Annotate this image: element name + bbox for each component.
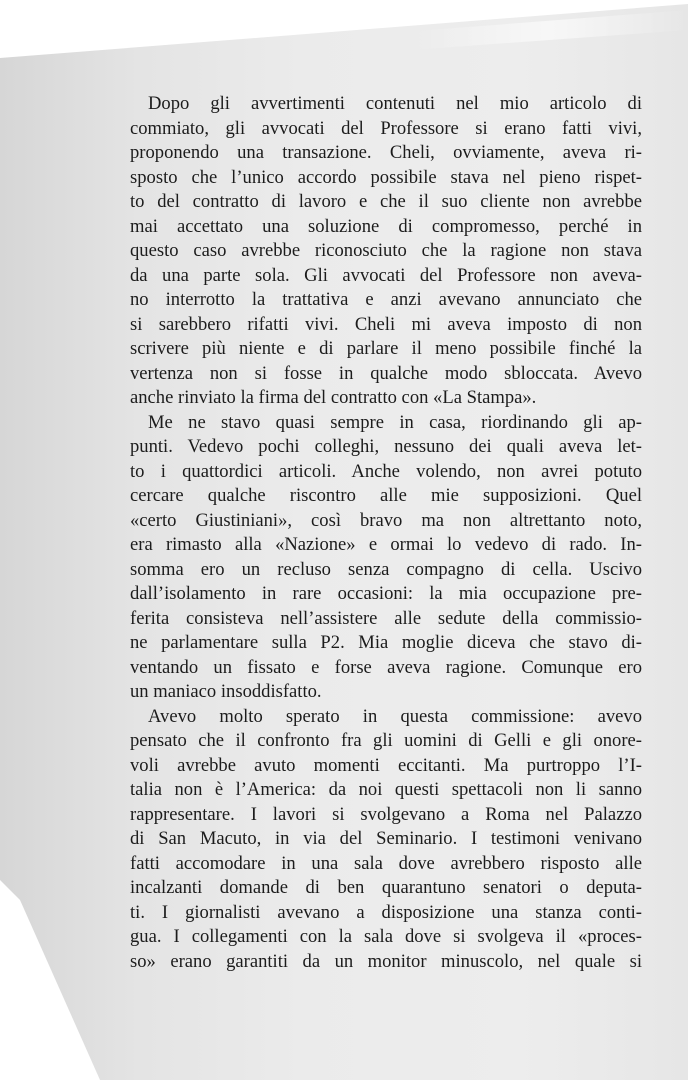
text-line: fatti accomodare in una sala dove avrebbero risposto alle: [130, 852, 642, 874]
text-line: «certo Giustiniani», così bravo ma non altrettanto noto,: [130, 509, 642, 531]
text-line: to i quattordici articoli. Anche volendo, non avrei potuto: [130, 460, 642, 482]
text-line: vertenza non si fosse in qualche modo sbloccata. Avevo: [130, 362, 642, 384]
text-line: un maniaco insoddisfatto.: [130, 681, 322, 702]
text-line: incalzanti domande di ben quarantuno senatori o deputa-: [130, 877, 642, 898]
text-line: era rimasto alla «Nazione» e ormai lo vedevo di rado. In-: [130, 534, 642, 555]
text-line: ti. I giornalisti avevano a disposizione una stanza conti-: [130, 901, 642, 923]
text-line: mai accettato una soluzione di compromesso, perché in: [130, 215, 642, 237]
text-line: scrivere più niente e di parlare il meno possibile finché la: [130, 338, 642, 359]
text-line: dall’isolamento in rare occasioni: la mia occupazione pre-: [130, 583, 642, 604]
text-line: so» erano garantiti da un monitor minuscolo, nel quale si: [130, 950, 642, 972]
paragraph: [130, 411, 642, 705]
text-line: Avevo molto sperato in questa commissione: avevo: [148, 705, 642, 727]
text-line: di San Macuto, in via del Seminario. I testimoni venivano: [130, 828, 642, 849]
text-line: ferita consisteva nell’assistere alle sedute della commissio-: [130, 607, 642, 629]
paragraph: [130, 705, 642, 975]
text-line: ne parlamentare sulla P2. Mia moglie diceva che stavo di-: [130, 632, 642, 653]
text-line: questo caso avrebbe riconosciuto che la ragione non stava: [130, 240, 642, 261]
text-line: cercare qualche riscontro alle mie supposizioni. Quel: [130, 485, 642, 506]
text-line: ventando un fissato e forse aveva ragione. Comunque ero: [130, 656, 642, 678]
text-line: Me ne stavo quasi sempre in casa, riordinando gli ap-: [148, 411, 642, 433]
body-text: [130, 92, 642, 974]
text-line: talia non è l’America: da noi questi spettacoli non li sanno: [130, 779, 642, 800]
text-line: si sarebbero rifatti vivi. Cheli mi aveva imposto di non: [130, 313, 642, 335]
text-line: pensato che il confronto fra gli uomini di Gelli e gli onore-: [130, 730, 642, 751]
text-line: Dopo gli avvertimenti contenuti nel mio articolo di: [148, 93, 642, 114]
text-line: somma ero un recluso senza compagno di cella. Uscivo: [130, 558, 642, 580]
text-line: da una parte sola. Gli avvocati del Professore non aveva-: [130, 264, 642, 286]
text-line: no interrotto la trattativa e anzi avevano annunciato che: [130, 289, 642, 310]
text-line: to del contratto di lavoro e che il suo cliente non avrebbe: [130, 191, 642, 212]
text-line: gua. I collegamenti con la sala dove si svolgeva il «proces-: [130, 926, 642, 947]
text-line: commiato, gli avvocati del Professore si erano fatti vivi,: [130, 117, 642, 139]
text-line: punti. Vedevo pochi colleghi, nessuno dei quali aveva let-: [130, 436, 642, 457]
text-line: rappresentare. I lavori si svolgevano a Roma nel Palazzo: [130, 803, 642, 825]
text-line: voli avrebbe avuto momenti eccitanti. Ma purtroppo l’I-: [130, 754, 642, 776]
text-line: sposto che l’unico accordo possibile stava nel pieno rispet-: [130, 166, 642, 188]
text-line: proponendo una transazione. Cheli, ovviamente, aveva ri-: [130, 142, 642, 163]
text-line: anche rinviato la firma del contratto con «La Stampa».: [130, 387, 537, 408]
paragraph: [130, 92, 642, 411]
